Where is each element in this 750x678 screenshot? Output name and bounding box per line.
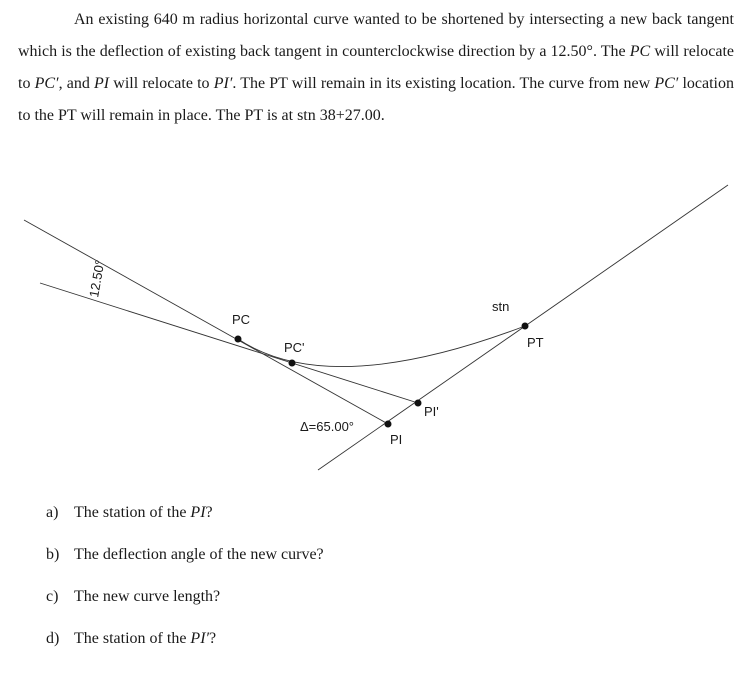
pt-label: PT: [527, 335, 544, 350]
pi-new-label: PI': [424, 404, 439, 419]
problem-paragraph: An existing 640 m radius horizontal curve wanted to be shortened by intersecting a new back tangent which is the deflection of existing back tangent in counterclockwise direction by a 12.50°. The PC will relocate to PC′, and PI will relocate to PI′. The PT will remain in its existing location. The curve from new PC′ location to the PT will remain in place. The PT is at stn 38+27.00.: [18, 11, 734, 124]
delta-label: Δ=65.00°: [300, 419, 355, 434]
question-item: a) The station of the PI?: [46, 504, 213, 521]
new-back-tangent: [40, 283, 418, 403]
horizontal-curve: [238, 326, 525, 367]
pi-new-point: [415, 400, 422, 407]
stn-label: stn: [492, 299, 510, 314]
pi-point: [385, 421, 392, 428]
question-item: c) The new curve length?: [46, 588, 221, 605]
question-item: b) The deflection angle of the new curve?: [46, 546, 324, 563]
pc-new-label: PC': [284, 340, 305, 355]
question-item: d) The station of the PI′?: [46, 630, 217, 647]
existing-back-tangent: [24, 220, 388, 424]
pt-point: [522, 323, 529, 330]
pc-point: [235, 336, 242, 343]
pi-label: PI: [390, 432, 403, 447]
deflection-angle-label: 12.50°: [86, 258, 108, 299]
pc-new-point: [289, 360, 296, 367]
pc-label: PC: [232, 312, 251, 327]
question-list: [46, 496, 646, 664]
